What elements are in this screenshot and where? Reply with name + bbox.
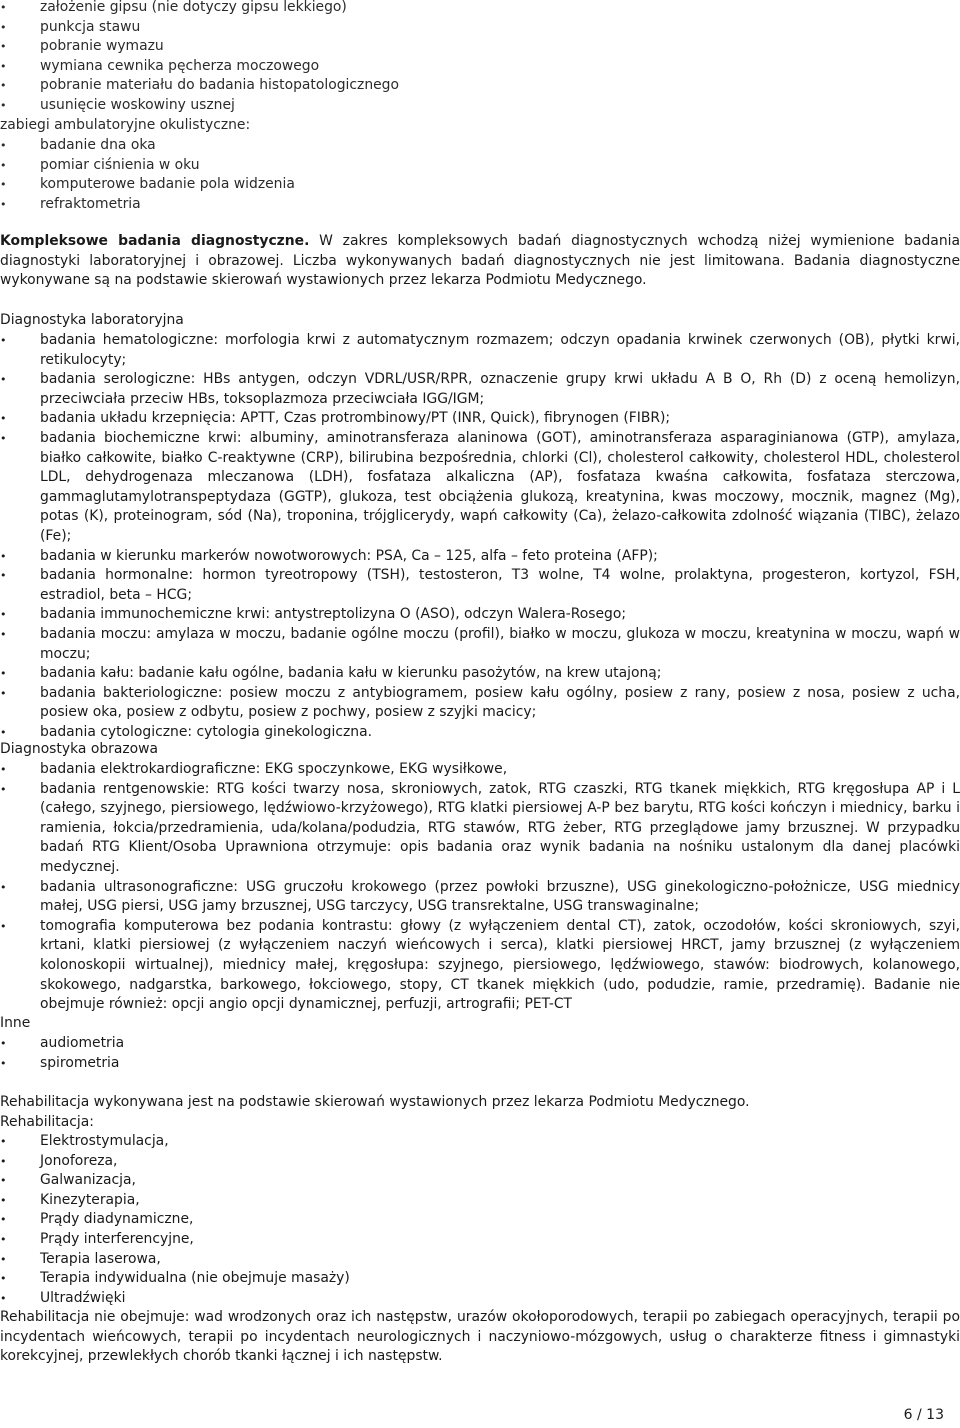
list-item: • badania rentgenowskie: RTG kości twarzy nosa, skroniowych, zatok, RTG czaszki, RTG tkanek miękkich, RTG kręgosłupa AP i L (całego, szyjnego, piersiowego, lędźwiowo-krzyżowego), RTG klatki piersiowej A-P bez barytu, RTG kości kończyn i miednicy, barku i ramienia, łokcia/przedramienia, uda/kolana/podudzia, RTG stawów, RTG żeber, RTG przeglądowe jamy brzusznej. W przypadku badań RTG Klient/Osoba Uprawniona otrzymuje: opis badania oraz wynik badania na nośniku ustalonym dla danej placówki medycznej. [0,780,960,878]
rehab-intro: Rehabilitacja wykonywana jest na podstawie skierowań wystawionych przez lekarza Podmiotu Medycznego. [0,1094,750,1110]
list-item: • Ultradźwięki [0,1289,960,1309]
list-item: • wymiana cewnika pęcherza moczowego [0,57,960,77]
list-item: • pobranie wymazu [0,37,960,57]
other-list [0,1034,960,1073]
other-heading: Inne [0,1015,31,1031]
list-item: • badania biochemiczne krwi: albuminy, aminotransferaza alaninowa (GOT), aminotransferaza asparaginianowa (GTP), amylaza, białko całkowite, białko C-reaktywne (CRP), bilirubina bezpośrednia, chlorki (Cl), cholesterol całkowity, cholesterol HDL, cholesterol LDL, dehydrogenaza mleczanowa (LDH), fosfataza alkaliczna (AP), fosfataza kwaśna całkowita, fosfataza sterczowa, gammaglutamylotranspeptydaza (GGTP), glukoza, test obciążenia glukozą, kreatynina, kwas moczowy, mocznik, magnez (Mg), potas (K), proteinogram, sód (Na), troponina, trójglicerydy, wapń całkowity (Ca), żelazo-całkowita zdolność wiązania (TIBC), żelazo (Fe); [0,429,960,547]
list-item: • badania elektrokardiograficzne: EKG spoczynkowe, EKG wysiłkowe, [0,760,960,780]
list-item: • tomografia komputerowa bez podania kontrastu: głowy (z wyłączeniem dental CT), zatok, oczodołów, kości skroniowych, szyi, krtani, klatki piersiowej (z wyłączeniem naczyń wieńcowych i serca), klatki piersiowej HRCT, jamy brzusznej (z wyłączeniem kolonoskopii wirtualnej), miednicy małej, kręgosłupa: szyjnego, piersiowego, lędźwiowego, stawów: biodrowych, kolanowego, skokowego, nadgarstka, barkowego, łokciowego, stopy, CT tkanek miękkich (udo, podudzie, ramie, przedramię). Badanie nie obejmuje również: opcji angio opcji dynamicznej, perfuzji, artrografii; PET-CT [0,917,960,1015]
list-item: • pomiar ciśnienia w oku [0,156,960,176]
list-item: • badania w kierunku markerów nowotworowych: PSA, Ca – 125, alfa – feto proteina (AFP); [0,547,960,567]
list-item: • badania moczu: amylaza w moczu, badanie ogólne moczu (profil), białko w moczu, glukoza w moczu, kreatynina w moczu, wapń w moczu; [0,625,960,664]
list-item: • badania cytologiczne: cytologia ginekologiczna. [0,723,960,743]
list-item: • usunięcie woskowiny usznej [0,96,960,116]
list-item: • założenie gipsu (nie dotyczy gipsu lekkiego) [0,0,960,18]
list-item: • badania serologiczne: HBs antygen, odczyn VDRL/USR/RPR, oznaczenie grupy krwi układu A B O, Rh (D) z oceną hemolizyn, przeciwciała przeciw HBs, toksoplazmoza przeciwciała IGG/IGM; [0,370,960,409]
lab-diagnostics-heading: Diagnostyka laboratoryjna [0,312,184,328]
rehab-heading: Rehabilitacja: [0,1114,94,1130]
list-item: • spirometria [0,1054,960,1074]
list-item: • badania hormonalne: hormon tyreotropowy (TSH), testosteron, T3 wolne, T4 wolne, prolaktyna, progesteron, kortyzol, FSH, estradiol, beta – HCG; [0,566,960,605]
lab-diagnostics-list [0,331,960,742]
eye-procedures-list [0,136,960,214]
list-item: • audiometria [0,1034,960,1054]
list-item: • badania hematologiczne: morfologia krwi z automatycznym rozmazem; odczyn opadania krwinek czerwonych (OB), płytki krwi, retikulocyty; [0,331,960,370]
list-item: • badania kału: badanie kału ogólne, badania kału w kierunku pasożytów, na krew utajoną; [0,664,960,684]
eye-procedures-heading: zabiegi ambulatoryjne okulistyczne: [0,117,251,133]
list-item: • badania immunochemiczne krwi: antystreptolizyna O (ASO), odczyn Walera-Rosego; [0,605,960,625]
complex-diagnostics-lead: Kompleksowe badania diagnostyczne. [0,233,310,249]
imaging-diagnostics-list [0,760,960,1015]
complex-diagnostics-text: W zakres kompleksowych badań diagnostycznych wchodzą niżej wymienione badania diagnostyki laboratoryjnej i obrazowej. Liczba wykonywanych badań diagnostycznych nie jest limitowana. Badania diagnostyczne wykonywane są na podstawie skierowań wystawionych przez lekarza Podmiotu Medycznego. [0,233,960,289]
page-number: 6 / 13 [903,1407,944,1423]
list-item: • badania układu krzepnięcia: APTT, Czas protrombinowy/PT (INR, Quick), fibrynogen (FIBR); [0,409,960,429]
list-item: • pobranie materiału do badania histopatologicznego [0,76,960,96]
list-item: • Elektrostymulacja, [0,1132,960,1152]
list-item: • Prądy interferencyjne, [0,1230,960,1250]
imaging-diagnostics-heading: Diagnostyka obrazowa [0,741,159,757]
rehab-list [0,1132,960,1308]
list-item: • badania bakteriologiczne: posiew moczu z antybiogramem, posiew kału ogólny, posiew z rany, posiew z nosa, posiew z ucha, posiew oka, posiew z odbytu, posiew z pochwy, posiew z szyjki macicy; [0,684,960,723]
list-item: • badania ultrasonograficzne: USG gruczołu krokowego (przez powłoki brzuszne), USG ginekologiczno-położnicze, USG miednicy małej, USG piersi, USG jamy brzusznej, USG tarczycy, USG transrektalne, USG transwaginalne; [0,878,960,917]
list-item: • Galwanizacja, [0,1171,960,1191]
list-item: • refraktometria [0,195,960,215]
complex-diagnostics-paragraph [0,232,960,291]
list-item: • Terapia indywidualna (nie obejmuje masaży) [0,1269,960,1289]
list-item: • Prądy diadynamiczne, [0,1210,960,1230]
procedures-list [0,0,960,116]
list-item: • komputerowe badanie pola widzenia [0,175,960,195]
rehab-exclusions: Rehabilitacja nie obejmuje: wad wrodzonych oraz ich następstw, urazów okołoporodowych, terapii po zabiegach operacyjnych, terapii po incydentach wieńcowych, terapii po incydentach neurologicznych i naczyniowo-mózgowych, usług o charakterze fitness i gimnastyki korekcyjnej, przewlekłych chorób tkanki łącznej i ich następstw. [0,1309,960,1365]
list-item: • Terapia laserowa, [0,1250,960,1270]
list-item: • punkcja stawu [0,18,960,38]
list-item: • badanie dna oka [0,136,960,156]
list-item: • Jonoforeza, [0,1152,960,1172]
list-item: • Kinezyterapia, [0,1191,960,1211]
